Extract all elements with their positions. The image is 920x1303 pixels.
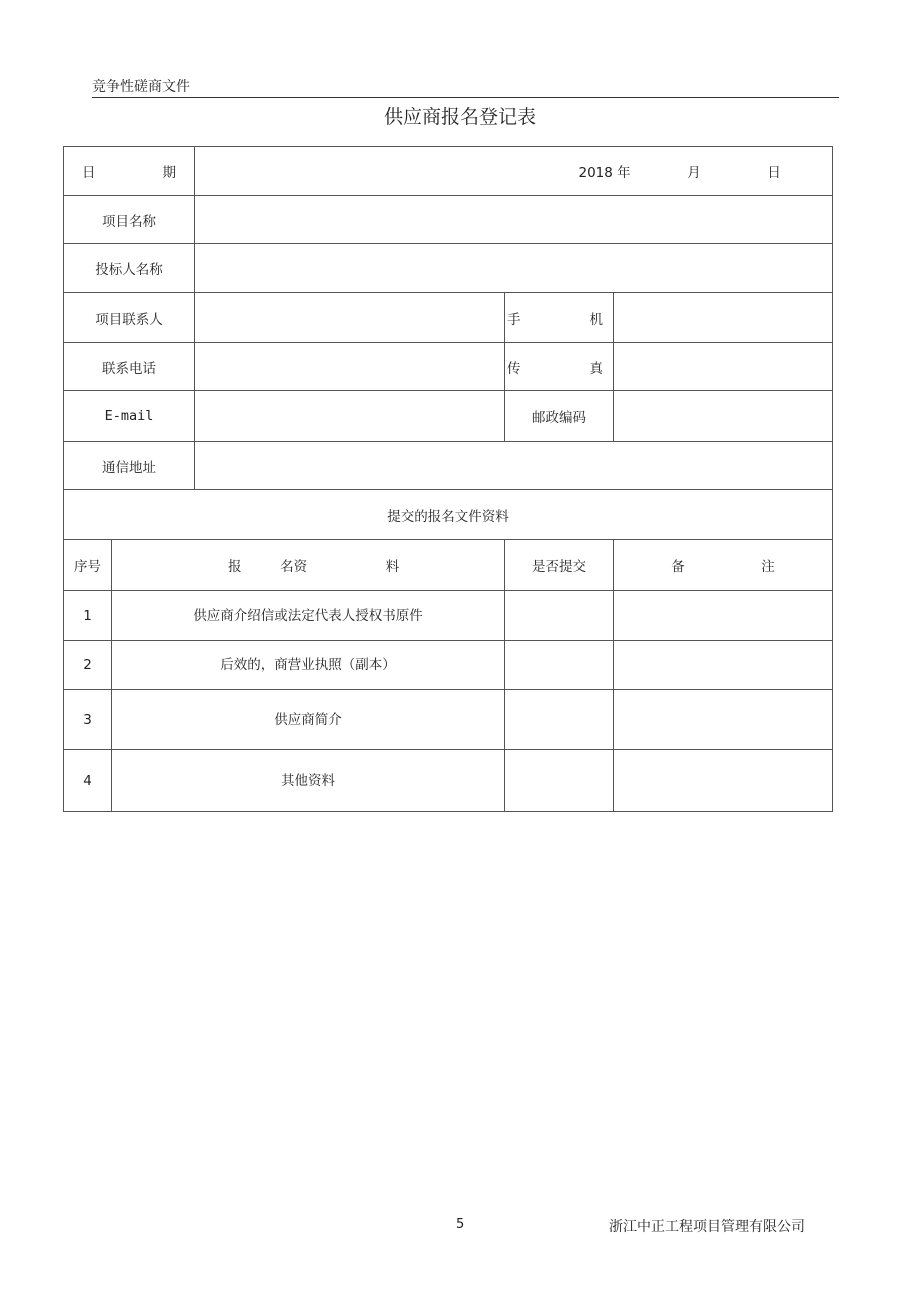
- date-label-day: 日: [82, 165, 96, 181]
- email-field[interactable]: [195, 391, 505, 442]
- contact-row: [64, 293, 833, 343]
- date-value-field[interactable]: [195, 147, 833, 196]
- phone-row: [64, 343, 833, 391]
- row-submitted-field[interactable]: [505, 641, 614, 690]
- row-material: 供应商介绍信或法定代表人授权书原件: [112, 591, 505, 641]
- submitted-header: 是否提交: [505, 540, 614, 591]
- date-label-period: 期: [162, 165, 176, 181]
- mobile-field[interactable]: [614, 293, 833, 343]
- row-submitted-field[interactable]: [505, 750, 614, 812]
- project-name-field[interactable]: [195, 196, 833, 244]
- registration-form: [63, 146, 833, 812]
- date-year: 2018 年: [578, 165, 631, 181]
- material-header: [112, 540, 505, 591]
- row-remark-field[interactable]: [614, 591, 833, 641]
- date-month: 月: [687, 165, 701, 181]
- mobile-label-b: 机: [589, 311, 603, 328]
- row-number: 3: [64, 690, 112, 750]
- table-row: [64, 690, 833, 750]
- bidder-name-field[interactable]: [195, 244, 833, 293]
- phone-label: 联系电话: [64, 343, 195, 391]
- postal-code-field[interactable]: [614, 391, 833, 442]
- bidder-name-row: [64, 244, 833, 293]
- row-remark-field[interactable]: [614, 750, 833, 812]
- address-label: 通信地址: [64, 442, 195, 490]
- project-name-label: 项目名称: [64, 196, 195, 244]
- row-remark-field[interactable]: [614, 641, 833, 690]
- bidder-name-label: 投标人名称: [64, 244, 195, 293]
- row-number: 1: [64, 591, 112, 641]
- page-title: 供应商报名登记表: [383, 106, 536, 128]
- mobile-label-a: 手: [507, 311, 521, 328]
- remark-header-b: 注: [761, 559, 775, 575]
- table-row: [64, 591, 833, 641]
- materials-section-row: [64, 490, 833, 540]
- address-row: [64, 442, 833, 490]
- row-material: 其他资料: [112, 750, 505, 812]
- phone-field[interactable]: [195, 343, 505, 391]
- date-day: 日: [767, 165, 781, 181]
- mobile-label-cell: [505, 293, 614, 343]
- row-remark-field[interactable]: [614, 690, 833, 750]
- material-header-c: 料: [385, 559, 400, 575]
- contact-person-field[interactable]: [195, 293, 505, 343]
- fax-label-a: 传: [507, 360, 521, 377]
- remark-header-a: 备: [671, 559, 685, 575]
- date-row: [64, 147, 833, 196]
- fax-label-b: 真: [589, 360, 603, 377]
- contact-person-label: 项目联系人: [64, 293, 195, 343]
- row-material: 后效的，商营业执照（副本）: [112, 641, 505, 690]
- document-header: 竞争性磋商文件: [92, 79, 190, 95]
- address-field[interactable]: [195, 442, 833, 490]
- footer-company: 浙江中正工程项目管理有限公司: [609, 1219, 805, 1235]
- materials-section-title: 提交的报名文件资料: [64, 490, 833, 540]
- seq-header: 序号: [64, 540, 112, 591]
- postal-code-label: 邮政编码: [505, 391, 614, 442]
- row-submitted-field[interactable]: [505, 690, 614, 750]
- page-number: 5: [456, 1217, 465, 1232]
- materials-header-row: [64, 540, 833, 591]
- fax-field[interactable]: [614, 343, 833, 391]
- row-submitted-field[interactable]: [505, 591, 614, 641]
- remark-header: [614, 540, 833, 591]
- material-header-b: 名资: [280, 559, 308, 575]
- row-number: 4: [64, 750, 112, 812]
- email-row: [64, 391, 833, 442]
- project-name-row: [64, 196, 833, 244]
- table-row: [64, 641, 833, 690]
- email-label: E-mail: [64, 391, 195, 442]
- material-header-a: 报: [228, 559, 242, 575]
- row-material: 供应商简介: [112, 690, 505, 750]
- table-row: [64, 750, 833, 812]
- header-divider: [92, 97, 839, 98]
- fax-label-cell: [505, 343, 614, 391]
- date-label-cell: [64, 147, 195, 196]
- row-number: 2: [64, 641, 112, 690]
